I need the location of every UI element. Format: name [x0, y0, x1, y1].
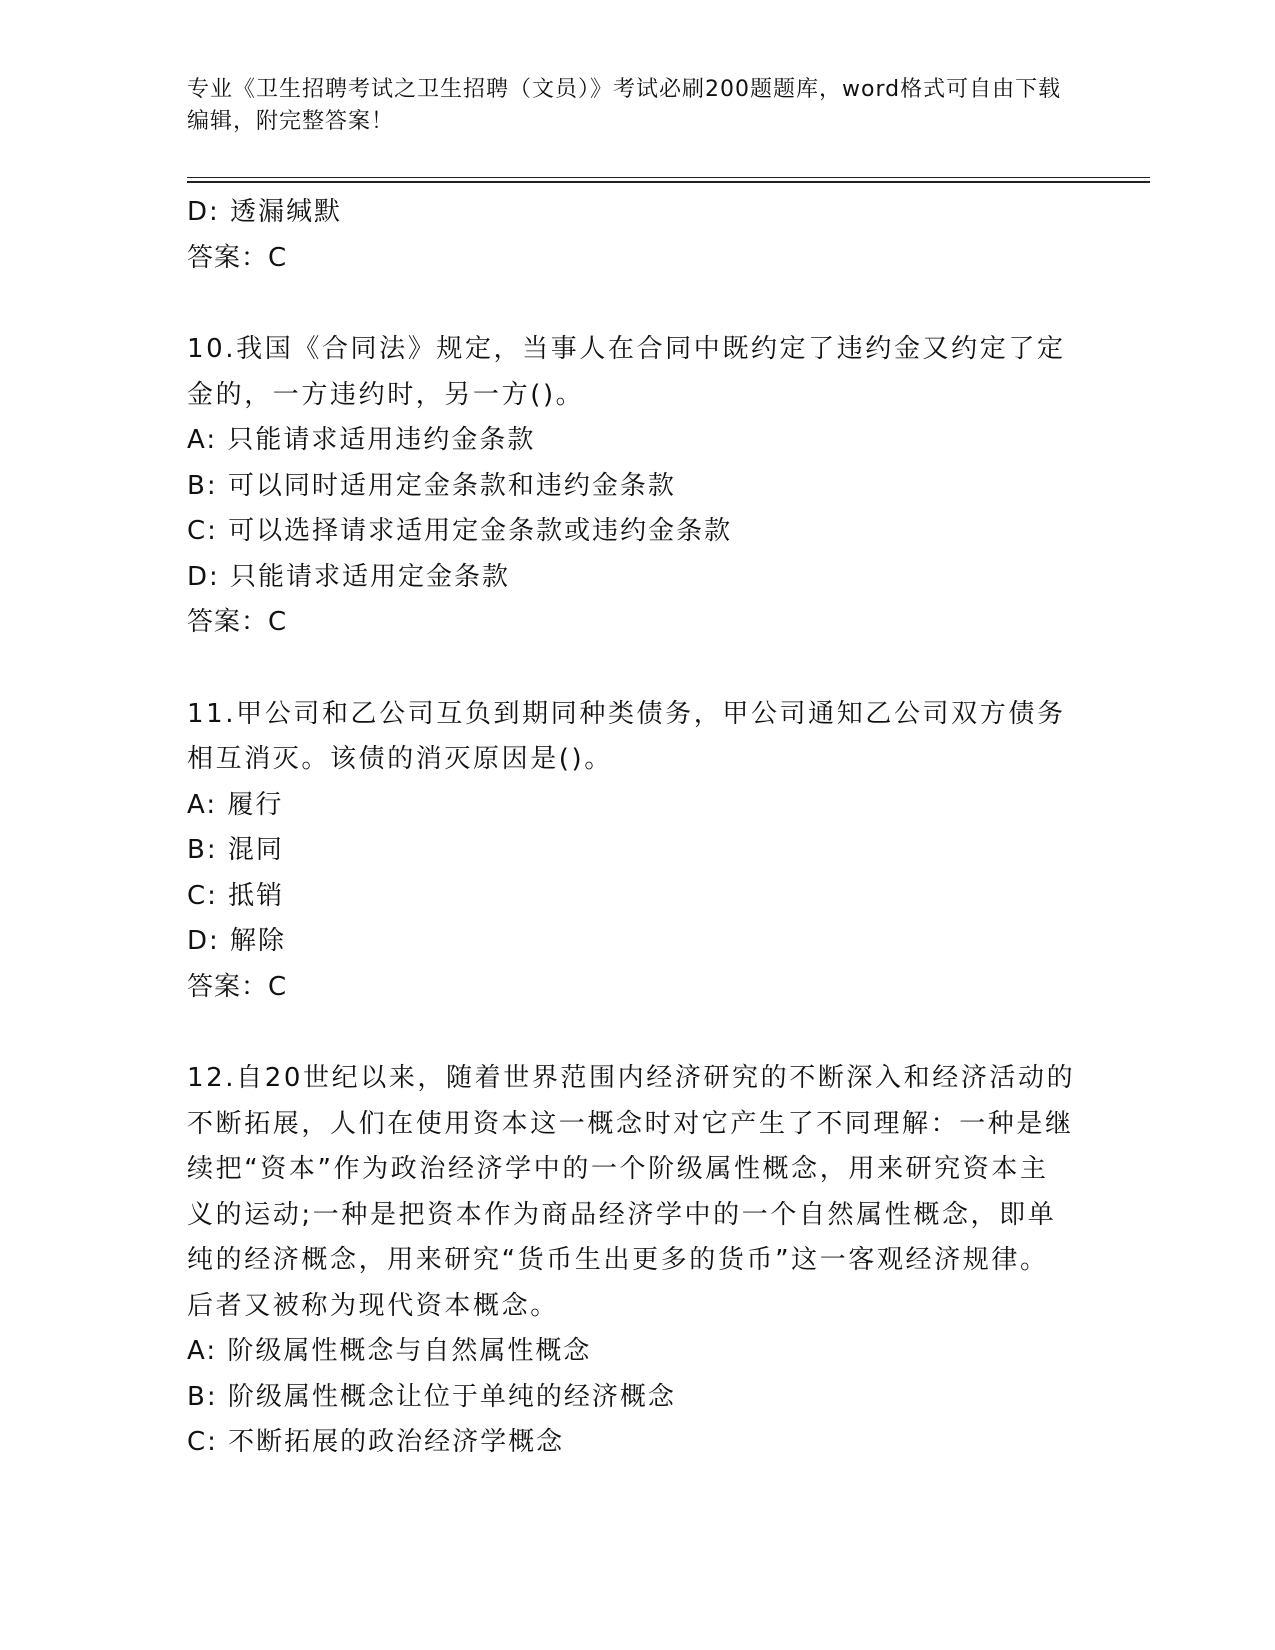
- prev-answer: 答案：C: [187, 242, 288, 273]
- question-11-option-d: D: 解除: [187, 926, 287, 956]
- question-11-answer: 答案：C: [187, 971, 288, 1002]
- question-11-option-a: A: 履行: [187, 789, 284, 820]
- prev-option-d: D: 透漏缄默: [187, 197, 343, 227]
- question-10-option-b: B: 可以同时适用定金条款和违约金条款: [187, 470, 676, 501]
- spacer: [187, 281, 1077, 327]
- question-10-stem: 10.我国《合同法》规定，当事人在合同中既约定了违约金又约定了定金的，一方违约时，另一方()。: [187, 334, 1066, 410]
- question-10-answer: 答案：C: [187, 607, 288, 637]
- spacer: [187, 646, 1077, 692]
- header-divider-thick: [187, 181, 1150, 183]
- spacer: [187, 1010, 1077, 1056]
- question-12-option-a: A: 阶级属性概念与自然属性概念: [187, 1336, 592, 1366]
- question-10-option-d: D: 只能请求适用定金条款: [187, 561, 511, 592]
- header-divider-thin: [187, 177, 1150, 178]
- question-11-option-c: C: 抵销: [187, 880, 285, 911]
- question-10-option-a: A: 只能请求适用违约金条款: [187, 425, 536, 455]
- page-header: 专业《卫生招聘考试之卫生招聘（文员）》考试必刷200题题库，word格式可自由下载编辑，附完整答案！: [187, 77, 1062, 134]
- question-content: [187, 190, 1077, 1466]
- question-11-option-b: B: 混同: [187, 835, 284, 865]
- question-11-stem: 11.甲公司和乙公司互负到期同种类债务，甲公司通知乙公司双方债务相互消灭。该债的消灭原因是()。: [187, 698, 1066, 774]
- question-10-option-c: C: 可以选择请求适用定金条款或违约金条款: [187, 516, 733, 546]
- question-12-option-c: C: 不断拓展的政治经济学概念: [187, 1427, 565, 1457]
- question-12-stem: 12.自20世纪以来，随着世界范围内经济研究的不断深入和经济活动的不断拓展，人们在使用资本这一概念时对它产生了不同理解：一种是继续把“资本”作为政治经济学中的一个阶级属性概念，用来研究资本主义的运动;一种是把资本作为商品经济学中的一个自然属性概念，即单纯的经济概念，用来研究“货币生出更多的货币”这一客观经济规律。后者又被称为现代资本概念。: [187, 1063, 1076, 1321]
- question-12-option-b: B: 阶级属性概念让位于单纯的经济概念: [187, 1381, 676, 1412]
